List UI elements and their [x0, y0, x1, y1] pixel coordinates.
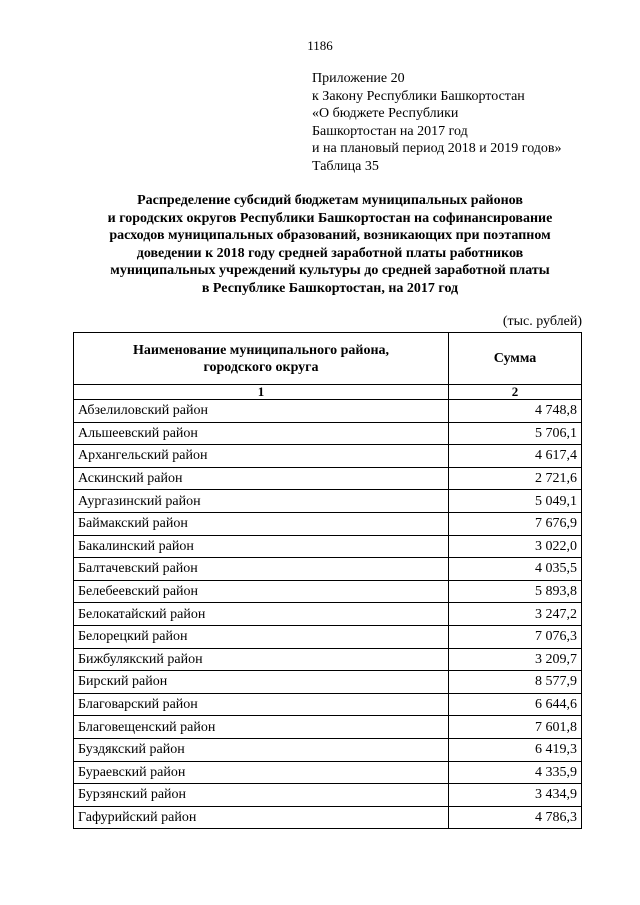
appendix-line: к Закону Республики Башкортостан: [312, 88, 525, 104]
table-row: [74, 716, 582, 739]
amount-cell: 7 676,9: [449, 512, 582, 535]
district-name-cell: Белокатайский район: [74, 603, 449, 626]
table-row: [74, 445, 582, 468]
district-name-cell: Баймакский район: [74, 512, 449, 535]
district-name-cell: Белебеевский район: [74, 580, 449, 603]
amount-cell: 4 335,9: [449, 761, 582, 784]
amount-cell: 5 893,8: [449, 580, 582, 603]
district-name-cell: Бурзянский район: [74, 784, 449, 807]
table-row: [74, 580, 582, 603]
table-row: [74, 648, 582, 671]
district-name-cell: Благоварский район: [74, 693, 449, 716]
district-name-cell: Белорецкий район: [74, 625, 449, 648]
district-name-cell: Балтачевский район: [74, 558, 449, 581]
table-row: [74, 738, 582, 761]
district-name-cell: Бакалинский район: [74, 535, 449, 558]
title-line: и городских округов Республики Башкортостан на софинансирование: [107, 210, 553, 226]
column-number-row: [74, 385, 582, 400]
amount-cell: 4 786,3: [449, 806, 582, 829]
appendix-line: Таблица 35: [312, 158, 379, 174]
title-line: в Республике Башкортостан, на 2017 год: [201, 280, 459, 296]
district-name-cell: Буздякский район: [74, 738, 449, 761]
subsidy-table: [73, 332, 582, 829]
amount-cell: 4 617,4: [449, 445, 582, 468]
amount-cell: 4 748,8: [449, 400, 582, 423]
district-name-cell: Аургазинский район: [74, 490, 449, 513]
title-line: расходов муниципальных образований, возникающих при поэтапном: [109, 228, 551, 243]
title-line: Распределение субсидий бюджетам муниципальных районов: [137, 193, 523, 208]
table-row: [74, 558, 582, 581]
column-number: 1: [74, 385, 449, 400]
amount-cell: 4 035,5: [449, 558, 582, 581]
header-name-line2: городского округа: [203, 359, 319, 375]
amount-cell: 5 049,1: [449, 490, 582, 513]
table-row: [74, 693, 582, 716]
table-row: [74, 422, 582, 445]
table-row: [74, 490, 582, 513]
table-row: [74, 467, 582, 490]
amount-cell: 5 706,1: [449, 422, 582, 445]
district-name-cell: Благовещенский район: [74, 716, 449, 739]
district-name-cell: Бирский район: [74, 671, 449, 694]
amount-cell: 3 209,7: [449, 648, 582, 671]
title-line: доведении к 2018 году средней заработной платы работников: [136, 245, 524, 261]
table-header-row: [74, 333, 582, 385]
amount-cell: 3 247,2: [449, 603, 582, 626]
appendix-block: [312, 70, 562, 175]
page-number: 1186: [307, 38, 333, 53]
appendix-line: «О бюджете Республики: [312, 106, 459, 121]
district-name-cell: Абзелиловский район: [74, 400, 449, 423]
table-row: [74, 535, 582, 558]
amount-cell: 8 577,9: [449, 671, 582, 694]
units-label: (тыс. рублей): [502, 314, 582, 329]
amount-cell: 2 721,6: [449, 467, 582, 490]
table-row: [74, 761, 582, 784]
appendix-line: Приложение 20: [312, 71, 405, 86]
title-line: муниципальных учреждений культуры до средней заработной платы: [110, 263, 550, 278]
district-name-cell: Архангельский район: [74, 445, 449, 468]
table-row: [74, 671, 582, 694]
district-name-cell: Бураевский район: [74, 761, 449, 784]
table-row: [74, 400, 582, 423]
amount-cell: 3 434,9: [449, 784, 582, 807]
appendix-line: Башкортостан на 2017 год: [312, 123, 468, 139]
document-title: [70, 192, 590, 297]
amount-cell: 6 419,3: [449, 738, 582, 761]
amount-cell: 7 601,8: [449, 716, 582, 739]
amount-cell: 6 644,6: [449, 693, 582, 716]
header-name-line1: Наименование муниципального района,: [132, 342, 390, 358]
district-name-cell: Гафурийский район: [74, 806, 449, 829]
district-name-cell: Альшеевский район: [74, 422, 449, 445]
header-name-cell: [74, 333, 449, 385]
table-row: [74, 784, 582, 807]
district-name-cell: Аскинский район: [74, 467, 449, 490]
column-number: 2: [449, 385, 582, 400]
table-row: [74, 806, 582, 829]
table-row: [74, 625, 582, 648]
table-row: [74, 603, 582, 626]
header-amount-cell: Сумма: [449, 333, 582, 385]
amount-cell: 7 076,3: [449, 625, 582, 648]
appendix-line: и на плановый период 2018 и 2019 годов»: [312, 141, 562, 156]
table-row: [74, 512, 582, 535]
district-name-cell: Бижбулякский район: [74, 648, 449, 671]
amount-cell: 3 022,0: [449, 535, 582, 558]
